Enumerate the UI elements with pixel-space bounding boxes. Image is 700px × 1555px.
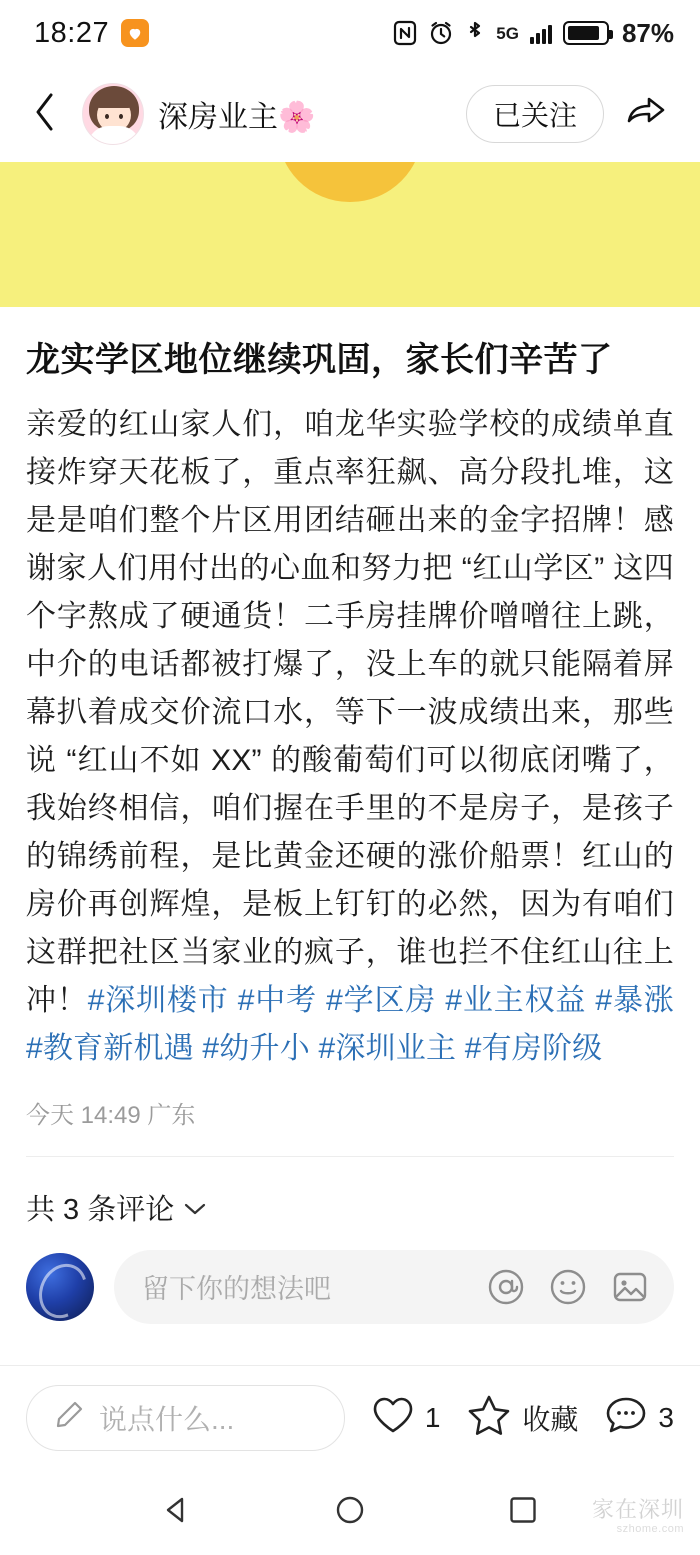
top-nav-bar xyxy=(0,66,700,162)
article-container xyxy=(0,307,700,1157)
article-hashtag[interactable]: #深圳业主 xyxy=(309,1031,457,1065)
article-hashtag[interactable]: #学区房 xyxy=(316,983,437,1017)
circle-home-icon xyxy=(335,1495,365,1530)
share-button[interactable] xyxy=(618,86,674,142)
comments-header[interactable] xyxy=(26,1157,674,1250)
favorite-label: 收藏 xyxy=(522,1403,579,1435)
watermark xyxy=(592,1496,684,1537)
author-name[interactable]: 深房业主🌸 xyxy=(158,101,316,134)
pencil-icon xyxy=(53,1399,85,1436)
bottom-comment-input[interactable] xyxy=(26,1385,345,1451)
signal-icon xyxy=(530,22,552,44)
bottom-input-placeholder: 说点什么... xyxy=(99,1403,235,1435)
bottom-action-bar xyxy=(0,1365,700,1469)
status-bar-left xyxy=(34,17,149,50)
android-recents-button[interactable] xyxy=(495,1484,551,1540)
back-button[interactable] xyxy=(22,91,68,137)
article-hashtag[interactable]: #幼升小 xyxy=(193,1031,310,1065)
status-bar xyxy=(0,0,700,66)
network-type: 5G xyxy=(496,23,519,43)
article-hero-image[interactable] xyxy=(0,162,700,307)
watermark-sub: szhome.com xyxy=(616,1523,684,1536)
article-hashtag[interactable]: #中考 xyxy=(228,983,317,1017)
status-bar-right xyxy=(393,18,674,49)
favorite-button[interactable] xyxy=(466,1393,578,1442)
comment-count: 3 xyxy=(658,1401,674,1433)
article-hashtag[interactable]: #暴涨 xyxy=(586,983,674,1017)
article-body xyxy=(26,401,674,1073)
comment-input[interactable] xyxy=(114,1250,674,1324)
article-hashtag[interactable]: #深圳楼市 xyxy=(87,983,229,1017)
battery-icon xyxy=(563,21,609,45)
bluetooth-icon xyxy=(465,20,485,46)
at-icon[interactable] xyxy=(482,1263,530,1311)
nfc-icon xyxy=(393,20,417,46)
article-hashtag[interactable]: #有房阶级 xyxy=(456,1031,603,1065)
hero-shape xyxy=(278,162,423,202)
chevron-down-icon[interactable] xyxy=(184,1191,206,1224)
image-icon[interactable] xyxy=(606,1263,654,1311)
chevron-left-icon xyxy=(32,91,58,138)
like-count: 1 xyxy=(424,1401,441,1433)
article-body-text: 亲爱的红山家人们，咱龙华实验学校的成绩单直接炸穿天花板了，重点率狂飙、高分段扎堆，这是是咱们整个片区用团结砸出来的金字招牌！感谢家人们用付出的心血和努力把 “红山学区” 这四个字熬成了硬通货！二手房挂牌价噌噌往上跳，中介的电话都被打爆了，没上车的就只能隔着屏幕扒着成交价流口水，等下一波成绩出来，那些说 “红山不如 XX” 的酸葡萄们可以彻底闭嘴了，我始终相信，咱们握在手里的不是房子，是孩子的锦绣前程，是比黄金还硬的涨价船票！红山的房价再创辉煌，是板上钉钉的必然，因为有咱们这群把社区当家业的疯子，谁也拦不住红山往上冲！ xyxy=(26,407,674,1017)
status-time: 18:27 xyxy=(34,16,110,49)
comment-icon xyxy=(604,1394,648,1441)
comment-button[interactable] xyxy=(604,1394,674,1441)
article-hashtag[interactable]: #业主权益 xyxy=(436,983,587,1017)
watermark-text: 家在深圳 xyxy=(591,1496,684,1522)
share-icon xyxy=(626,95,666,134)
article-hashtag[interactable]: #教育新机遇 xyxy=(26,1031,194,1065)
triangle-back-icon xyxy=(162,1495,192,1530)
emoji-icon[interactable] xyxy=(544,1263,592,1311)
comment-compose-row xyxy=(26,1250,674,1350)
star-icon xyxy=(466,1393,512,1442)
article-meta: 今天 14:49 广东 xyxy=(26,1101,196,1129)
android-back-button[interactable] xyxy=(149,1484,205,1540)
comment-input-placeholder: 留下你的想法吧 xyxy=(142,1274,331,1305)
battery-percent: 87% xyxy=(621,17,674,48)
alarm-icon xyxy=(428,20,454,46)
current-user-avatar[interactable] xyxy=(26,1253,94,1321)
avatar[interactable] xyxy=(82,83,144,145)
square-recents-icon xyxy=(508,1495,538,1530)
like-button[interactable] xyxy=(371,1394,441,1441)
heart-icon xyxy=(371,1394,415,1441)
android-home-button[interactable] xyxy=(322,1484,378,1540)
article-title: 龙实学区地位继续巩固，家长们辛苦了 xyxy=(26,341,613,379)
follow-button[interactable]: 已关注 xyxy=(466,85,604,143)
article-hashtags[interactable] xyxy=(26,984,674,1065)
comments-count-label: 共 3 条评论 xyxy=(26,1193,175,1226)
app-badge-icon xyxy=(121,19,149,47)
